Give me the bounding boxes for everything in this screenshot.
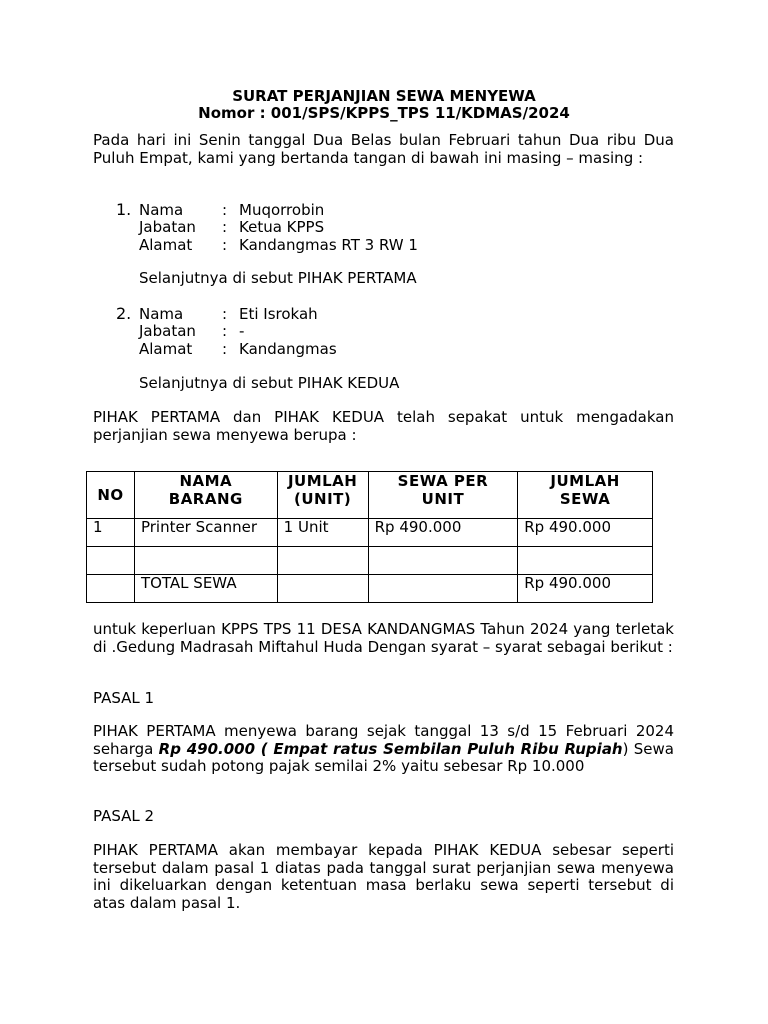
value: Kandangmas bbox=[239, 340, 337, 358]
cell-total-label: TOTAL SEWA bbox=[134, 575, 277, 603]
party2-note: Selanjutnya di sebut PIHAK KEDUA bbox=[139, 374, 400, 392]
cell-rent-per-unit bbox=[368, 575, 518, 603]
party1-number: 1. bbox=[116, 200, 132, 219]
pasal1-paragraph: PIHAK PERTAMA menyewa barang sejak tanggal 13 s/d 15 Februari 2024 seharga Rp 490.000 ( Empat ratus Sembilan Puluh Ribu Rupiah) Sewa tersebut sudah potong pajak semilai 2% yaitu sebesar Rp 10.000 bbox=[93, 722, 674, 775]
document-number: Nomor : 001/SPS/KPPS_TPS 11/KDMAS/2024 bbox=[198, 104, 570, 122]
colon: : bbox=[222, 322, 228, 340]
header-no: NO bbox=[87, 472, 135, 519]
header-total-rent: JUMLAH SEWA bbox=[518, 472, 653, 519]
party2-number: 2. bbox=[116, 304, 132, 323]
cell-no bbox=[87, 547, 135, 575]
table-total-row bbox=[87, 575, 653, 603]
label: Nama bbox=[139, 305, 184, 323]
party2-position-row bbox=[139, 323, 244, 341]
pasal2-paragraph: PIHAK PERTAMA akan membayar kepada PIHAK KEDUA sebesar seperti tersebut dalam pasal 1 diatas pada tanggal surat perjanjian sewa menyewa ini dikeluarkan dengan ketentuan masa berlaku sewa seperti tersebut di atas dalam pasal 1. bbox=[93, 841, 674, 912]
label: Alamat bbox=[139, 236, 193, 254]
colon: : bbox=[222, 201, 228, 219]
table-row bbox=[87, 547, 653, 575]
cell-quantity bbox=[277, 547, 368, 575]
rental-table bbox=[86, 471, 653, 603]
table-row bbox=[87, 519, 653, 547]
purpose-paragraph: untuk keperluan KPPS TPS 11 DESA KANDANGMAS Tahun 2024 yang terletak di .Gedung Madrasah Miftahul Huda Dengan syarat – syarat sebagai berikut : bbox=[93, 620, 674, 656]
header-item-name: NAMA BARANG bbox=[134, 472, 277, 519]
cell-no: 1 bbox=[87, 519, 135, 547]
intro-paragraph: Pada hari ini Senin tanggal Dua Belas bulan Februari tahun Dua ribu Dua Puluh Empat, kami yang bertanda tangan di bawah ini masing – masing : bbox=[93, 131, 674, 167]
value: Muqorrobin bbox=[239, 201, 325, 219]
cell-rent-per-unit: Rp 490.000 bbox=[368, 519, 518, 547]
agreement-paragraph: PIHAK PERTAMA dan PIHAK KEDUA telah sepakat untuk mengadakan perjanjian sewa menyewa berupa : bbox=[93, 408, 674, 444]
table-header-row bbox=[87, 472, 653, 519]
value: Kandangmas RT 3 RW 1 bbox=[239, 236, 418, 254]
value: - bbox=[239, 322, 245, 340]
cell-total-rent: Rp 490.000 bbox=[518, 575, 653, 603]
cell-no bbox=[87, 575, 135, 603]
label: Jabatan bbox=[139, 218, 196, 236]
pasal2-heading: PASAL 2 bbox=[93, 807, 155, 825]
cell-item-name bbox=[134, 547, 277, 575]
cell-quantity bbox=[277, 575, 368, 603]
header-quantity: JUMLAH (UNIT) bbox=[277, 472, 368, 519]
value: Ketua KPPS bbox=[239, 218, 325, 236]
colon: : bbox=[222, 305, 228, 323]
label: Nama bbox=[139, 201, 184, 219]
header-rent-per-unit: SEWA PER UNIT bbox=[368, 472, 518, 519]
value: Eti Isrokah bbox=[239, 305, 318, 323]
label: Alamat bbox=[139, 340, 193, 358]
document-title: SURAT PERJANJIAN SEWA MENYEWA bbox=[232, 87, 536, 105]
cell-total-rent bbox=[518, 547, 653, 575]
colon: : bbox=[222, 340, 228, 358]
cell-item-name: Printer Scanner bbox=[134, 519, 277, 547]
party1-note: Selanjutnya di sebut PIHAK PERTAMA bbox=[139, 269, 417, 287]
party1-name-row bbox=[139, 202, 324, 220]
party1-address-row bbox=[139, 237, 418, 255]
pasal1-heading: PASAL 1 bbox=[93, 689, 155, 707]
cell-total-rent: Rp 490.000 bbox=[518, 519, 653, 547]
cell-quantity: 1 Unit bbox=[277, 519, 368, 547]
label: Jabatan bbox=[139, 322, 196, 340]
party2-address-row bbox=[139, 341, 337, 359]
party1-position-row bbox=[139, 219, 324, 237]
rent-amount-bold: Rp 490.000 ( Empat ratus Sembilan Puluh Ribu Rupiah bbox=[158, 739, 623, 758]
colon: : bbox=[222, 236, 228, 254]
colon: : bbox=[222, 218, 228, 236]
party2-name-row bbox=[139, 306, 318, 324]
cell-rent-per-unit bbox=[368, 547, 518, 575]
